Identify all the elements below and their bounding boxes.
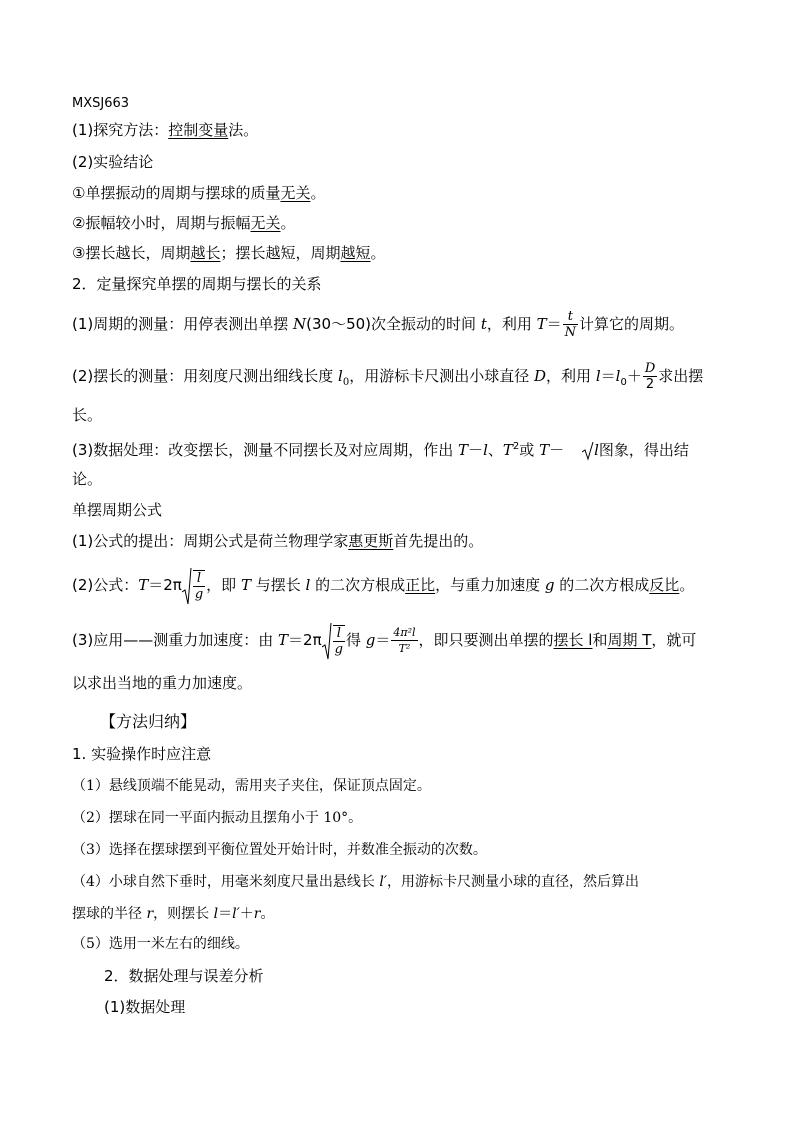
sqrt-symbol <box>322 621 332 661</box>
fraction-l-over-g-2: $\frac{l}{g}$ <box>334 625 343 657</box>
note-item-4: （4）小球自然下垂时，用毫米刻度尺量出悬线长 l′，用游标卡尺测量小球的直径，然后算出 <box>72 874 640 890</box>
note-item-1: （1）悬线顶端不能晃动，需用夹子夹住，保证顶点固定。 <box>72 778 431 794</box>
s1-line3: ①单摆振动的周期与摆球的质量无关。 <box>72 184 326 202</box>
s1-line4: ②振幅较小时，周期与振幅无关。 <box>72 214 296 232</box>
s1-line2: (2)实验结论 <box>72 153 154 171</box>
s2-p3-cont: 论。 <box>72 470 103 488</box>
sqrt-symbol <box>582 441 594 461</box>
data-heading: 2．数据处理与误差分析 <box>104 967 264 985</box>
note-item-2: （2）摆球在同一平面内振动且摆角小于 10°。 <box>72 810 363 826</box>
s1-line5: ③摆长越长，周期越长；摆长越短，周期越短。 <box>72 244 386 262</box>
note-item-3: （3）选择在摆球摆到平衡位置处开始计时，并数准全振动的次数。 <box>72 842 487 858</box>
s2-p2: (2)摆长的测量：用刻度尺测出细线长度 $l_0$，用游标卡尺测出小球直径 D，利用 $l=l_0+$ $\frac{D}{2}$ 求出摆 <box>72 361 704 392</box>
fraction-g-formula: $\frac{\text{4π²l}}{\text{T²}}$ <box>393 626 416 655</box>
fraction-l-over-g: $\frac{l}{g}$ <box>194 570 204 602</box>
sqrt-symbol <box>182 566 192 606</box>
s2-p1: (1)周期的测量：用停表测出单摆 N(30～50)次全振动的时间 t，利用 T＝ $\frac{t}{N}$ 计算它的周期。 <box>72 309 685 340</box>
s2-title: 2．定量探究单摆的周期与摆长的关系 <box>72 275 322 293</box>
note-item-4-cont: 摆球的半径 r，则摆长 l＝l′＋r。 <box>72 906 275 922</box>
doc-code: MXSJ663 <box>72 96 130 111</box>
method-title: 【方法归纳】 <box>100 712 197 731</box>
s3-p3-cont: 以求出当地的重力加速度。 <box>72 674 253 692</box>
data-subheading: (1)数据处理 <box>104 998 186 1016</box>
s3-p2: (2)公式：T＝2π $\frac{l}{g}$ ，即 T 与摆长 l 的二次方根成正比，与重力加速度 g 的二次方根成反比。 <box>72 565 694 606</box>
fraction-t-over-N: $\frac{t}{N}$ <box>564 309 577 340</box>
s2-p3: (3)数据处理：改变摆长，测量不同摆长及对应周期，作出 T－l、$T^2$或 T－ l图象，得出结 <box>72 441 689 459</box>
s3-title: 单摆周期公式 <box>72 501 163 519</box>
note-item-5: （5）选用一米左右的细线。 <box>72 936 249 952</box>
s3-p1: (1)公式的提出：周期公式是荷兰物理学家惠更斯首先提出的。 <box>72 532 484 550</box>
s2-p2-cont: 长。 <box>72 406 103 424</box>
fraction-D-over-2: $\frac{D}{2}$ <box>644 361 656 392</box>
note-heading: 1. 实验操作时应注意 <box>72 745 212 763</box>
s3-p3: (3)应用——测重力加速度：由 T＝2π $\frac{l}{g}$ 得 g＝ $\frac{\text{4π²l}}{\text{T²}}$ ，即只要测出单摆的摆长 l和周期 T，就可 <box>72 620 696 661</box>
s1-line1: (1)探究方法：控制变量法。 <box>72 121 259 139</box>
